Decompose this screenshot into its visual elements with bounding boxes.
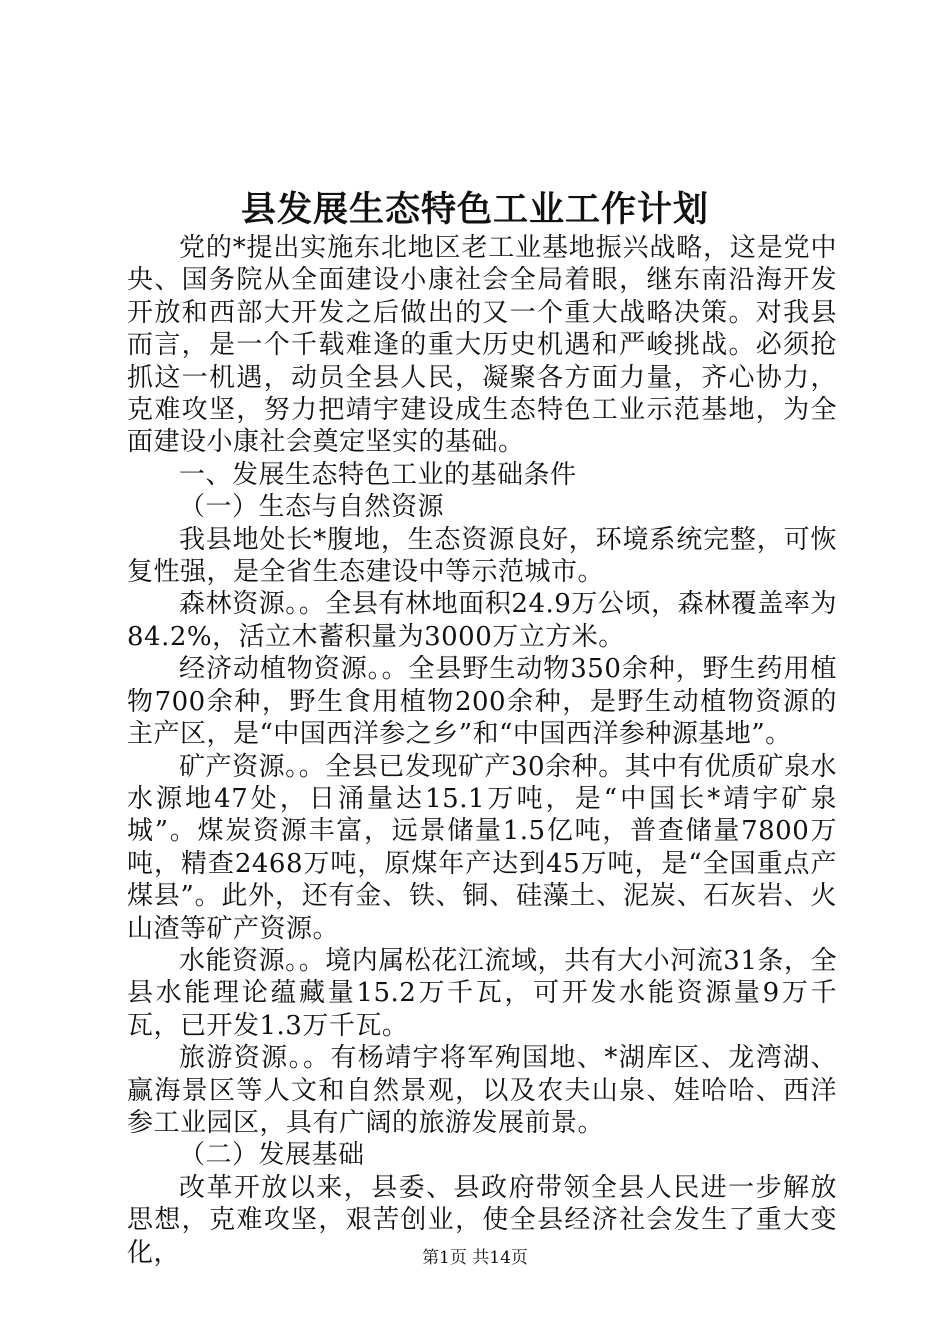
- document-title: 县发展生态特色工业工作计划: [240, 189, 709, 230]
- document-body: [127, 232, 837, 1269]
- subsection-heading-1: （一）生态与自然资源: [179, 492, 445, 523]
- intro-paragraph: 党的*提出实施东北地区老工业基地振兴战略，这是党中央、国务院从全面建设小康社会全局着眼，继东南沿海开发开放和西部大开发之后做出的又一个重大战略决策。对我县而言，是一个千载难逢的重大历史机遇和严峻挑战。必须抢抓这一机遇，动员全县人民，凝聚各方面力量，齐心协力，克难攻坚，努力把靖宇建设成生态特色工业示范基地，为全面建设小康社会奠定坚实的基础。: [127, 233, 837, 458]
- section-heading-1: 一、发展生态特色工业的基础条件: [179, 459, 577, 490]
- paragraph-forest: 森林资源。。全县有林地面积24.9万公顷，森林覆盖率为84.2%，活立木蓄积量为3000万立方米。: [127, 589, 837, 652]
- paragraph-hydro: 水能资源。。境内属松花江流域，共有大小河流31条，全县水能理论蕴藏量15.2万千瓦，可开发水能资源量9万千瓦，已开发1.3万千瓦。: [127, 945, 837, 1041]
- paragraph-development: 改革开放以来，县委、县政府带领全县人民进一步解放思想，克难攻坚，艰苦创业，使全县经济社会发生了重大变化，: [127, 1172, 837, 1268]
- paragraph-tourism: 旅游资源。。有杨靖宇将军殉国地、*湖库区、龙湾湖、赢海景区等人文和自然景观，以及农夫山泉、娃哈哈、西洋参工业园区，具有广阔的旅游发展前景。: [127, 1043, 837, 1138]
- paragraph-wildlife: 经济动植物资源。。全县野生动物350余种，野生药用植物700余种，野生食用植物200余种，是野生动植物资源的主产区，是“中国西洋参之乡”和“中国西洋参种源基地”。: [127, 654, 837, 750]
- page-number-footer: 第1页 共14页: [422, 1248, 528, 1268]
- subsection-heading-2: （二）发展基础: [179, 1140, 365, 1171]
- paragraph-location: 我县地处长*腹地，生态资源良好，环境系统完整，可恢复性强，是全省生态建设中等示范城市。: [127, 524, 837, 588]
- paragraph-minerals: 矿产资源。。全县已发现矿产30余种。其中有优质矿泉水水源地47处，日涌量达15.1万吨，是“中国长*靖宇矿泉城”。煤炭资源丰富，远景储量1.5亿吨，普查储量7800万吨，精查2468万吨，原煤年产达到45万吨，是“全国重点产煤县”。此外，还有金、铁、铜、硅藻土、泥炭、石灰岩、火山渣等矿产资源。: [127, 751, 837, 944]
